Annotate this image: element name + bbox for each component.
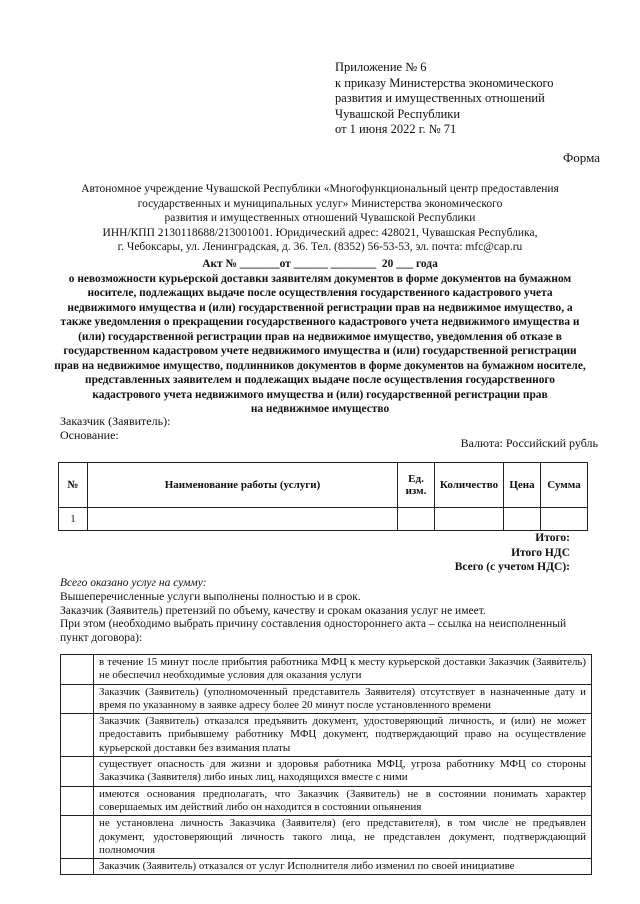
vat-label: Итого НДС — [511, 546, 570, 559]
act-line: на недвижимое имущество — [250, 403, 390, 415]
org-line: развития и имущественных отношений Чувашской Республики — [164, 212, 476, 224]
act-line: носителе, подлежащих выдаче после осуществления государственного кадастрового учета — [87, 287, 553, 299]
act-line: представленных заявителем и подлежащих выдаче после осуществления государственного — [85, 374, 555, 386]
basis-field: Основание: — [60, 427, 119, 442]
org-line: Автономное учреждение Чувашской Республики «Многофункциональный центр предоставления — [81, 183, 559, 195]
act-title — [40, 257, 600, 417]
reason-row — [61, 714, 592, 757]
choose-reason-line: При этом (необходимо выбрать причину составления одностороннего акта – ссылка на неисполненный пункт договора): — [60, 618, 567, 645]
act-line: также уведомления о прекращении государственного кадастрового учета недвижимого имущества и — [60, 316, 580, 328]
reason-row — [61, 757, 592, 787]
act-line: прав на недвижимое имущество, подлинников документов в форме документов на бумажном носителе, — [54, 359, 586, 372]
appendix-line: к приказу Министерства экономического — [335, 75, 554, 90]
cell-number: 1 — [59, 508, 88, 531]
services-table — [58, 462, 588, 531]
col-number: № — [59, 463, 88, 508]
appendix-line: от 1 июня 2022 г. № 71 — [335, 122, 457, 136]
reason-text: не установлена личность Заказчика (Заявителя) (его представителя), в том числе не предъявлен документ, удостоверяющий личность такого лица, не представлен документ, подтверждающий полномочия — [94, 816, 592, 859]
reason-text: существует опасность для жизни и здоровья работника МФЦ, угроза работнику МФЦ со стороны Заказчика (Заявителя) либо иных лиц, находящихся вместе с ними — [94, 757, 592, 787]
reason-checkbox-cell[interactable] — [61, 655, 94, 685]
col-unit: Ед. изм. — [398, 463, 435, 508]
reason-row — [61, 859, 592, 875]
reason-row — [61, 786, 592, 816]
cell-price — [504, 508, 541, 531]
reason-row — [61, 655, 592, 685]
table-header-row — [59, 463, 588, 508]
org-line: г. Чебоксары, ул. Ленинградская, д. 36. Тел. (8352) 56-53-53, эл. почта: mfc@cap.ru — [117, 241, 523, 253]
cell-quantity — [435, 508, 504, 531]
act-line: государственном кадастровом учете недвижимого имущества и (или) государственной регистрации — [63, 345, 577, 357]
organization-header — [60, 182, 580, 255]
act-line: недвижимого имущества и (или) государственной регистрации прав на недвижимое имущество, а — [67, 301, 573, 314]
no-claims-line: Заказчик (Заявитель) претензий по объему, качеству и срокам оказания услуг не имеет. — [60, 604, 486, 617]
table-row — [59, 508, 588, 531]
reason-text: в течение 15 минут после прибытия работника МФЦ к месту курьерской доставки Заказчик (Заявитель) не обеспечил необходимые условия для оказания услуги — [94, 655, 592, 685]
reason-row — [61, 816, 592, 859]
appendix-line: развития и имущественных отношений — [335, 91, 545, 105]
reason-checkbox-cell[interactable] — [61, 859, 94, 875]
done-line: Вышеперечисленные услуги выполнены полностью и в срок. — [60, 590, 361, 603]
fields-block — [60, 415, 170, 442]
customer-field: Заказчик (Заявитель): — [60, 414, 171, 428]
act-line: (или) государственной регистрации прав на недвижимое имущество, уведомления об отказе в — [78, 330, 562, 343]
reasons-table — [60, 654, 592, 875]
reason-checkbox-cell[interactable] — [61, 757, 94, 787]
currency-label: Валюта: Российский рубль — [460, 436, 598, 450]
col-quantity: Количество — [435, 463, 504, 508]
cell-name — [88, 508, 398, 531]
act-header: Акт № _______от ______ ________ 20 ___ года — [202, 258, 438, 270]
total-label: Итого: — [535, 532, 570, 544]
col-sum: Сумма — [541, 463, 588, 508]
appendix-block — [335, 60, 554, 138]
org-line: государственных и муниципальных услуг» Министерства экономического — [137, 197, 503, 210]
reason-checkbox-cell[interactable] — [61, 786, 94, 816]
grand-total-label: Всего (с учетом НДС): — [454, 561, 570, 573]
reason-text: имеются основания предполагать, что Заказчик (Заявитель) не в состоянии понимать характер совершаемых им действий либо он находится в состоянии опьянения — [94, 786, 592, 816]
reason-checkbox-cell[interactable] — [61, 714, 94, 757]
act-line: кадастрового учета недвижимого имущества и (или) государственной регистрации прав — [92, 388, 548, 401]
summary-block — [60, 577, 595, 646]
col-price: Цена — [504, 463, 541, 508]
reason-row — [61, 684, 592, 714]
reason-text: Заказчик (Заявитель) отказался от услуг Исполнителя либо изменил по своей инициативе — [94, 859, 592, 875]
reason-checkbox-cell[interactable] — [61, 816, 94, 859]
act-line: о невозможности курьерской доставки заявителям документов в форме документов на бумажном — [68, 272, 572, 285]
appendix-line: Чувашской Республики — [335, 106, 461, 121]
col-name: Наименование работы (услуги) — [88, 463, 398, 508]
cell-sum — [541, 508, 588, 531]
org-line: ИНН/КПП 2130118688/213001001. Юридический адрес: 428021, Чувашская Республика, — [102, 226, 538, 239]
reason-checkbox-cell[interactable] — [61, 684, 94, 714]
appendix-line: Приложение № 6 — [335, 60, 427, 74]
form-label: Форма — [563, 150, 600, 165]
amount-line: Всего оказано услуг на сумму: — [60, 577, 207, 589]
cell-unit — [398, 508, 435, 531]
totals-block — [455, 531, 570, 575]
reason-text: Заказчик (Заявитель) отказался предъявить документ, удостоверяющий личность, и (или) не может предоставить прибывшему работнику МФЦ документ, подтверждающий право на осуществление курьерской доставки без взимания платы — [94, 714, 592, 757]
reason-text: Заказчик (Заявитель) (уполномоченный представитель Заявителя) отсутствует в назначенные дату и время по указанному в заявке адресу более 20 минут после установленного времени — [94, 684, 592, 714]
